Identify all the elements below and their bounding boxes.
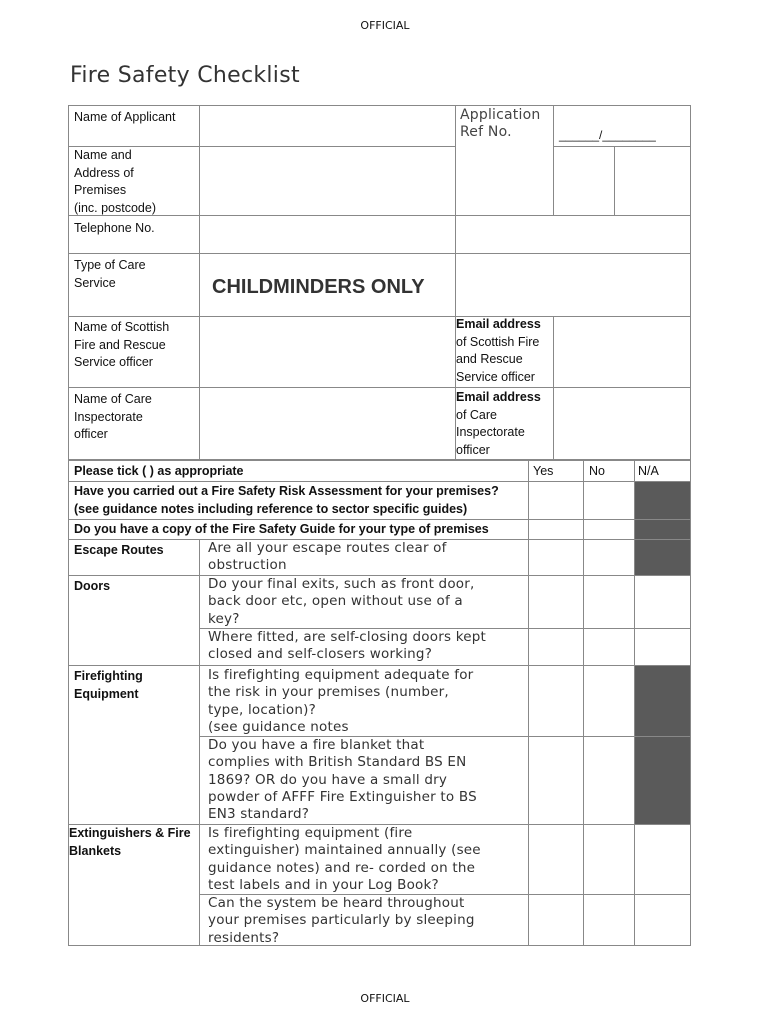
question-fire-safety-guide: Do you have a copy of the Fire Safety Guide for your type of premises	[74, 522, 489, 536]
question-fire-blanket: Do you have a fire blanket that complies with British Standard BS EN 1869? OR do you have a small dry powder of AFFF Fire Extinguisher to BS EN3 standard?	[208, 737, 477, 823]
question-escape-routes: Are all your escape routes clear of obstruction	[208, 540, 447, 574]
care-type-label: Type of Care Service	[74, 258, 146, 290]
telephone-label: Telephone No.	[74, 221, 155, 235]
section-extinguishers-blankets: Extinguishers & Fire Blankets	[69, 826, 191, 858]
applicant-name-label: Name of Applicant	[74, 110, 176, 124]
address-label: Name and Address of Premises (inc. postcode)	[74, 148, 156, 215]
header-yes: Yes	[533, 464, 554, 478]
header-no: No	[589, 464, 605, 478]
section-doors: Doors	[74, 579, 111, 593]
question-system-heard: Can the system be heard throughout your premises particularly by sleeping residents?	[208, 895, 475, 946]
question-self-closing-doors: Where fitted, are self-closing doors kept closed and self-closers working?	[208, 629, 487, 663]
sfrs-officer-label: Name of Scottish Fire and Rescue Service officer	[74, 320, 170, 369]
app-ref-label-2: Ref No.	[460, 124, 512, 140]
care-type-value: CHILDMINDERS ONLY	[212, 276, 425, 298]
ci-email-label: Email address of Care Inspectorate officer	[456, 390, 541, 457]
sfrs-email-label: Email address of Scottish Fire and Rescue Service officer	[456, 317, 541, 384]
question-final-exits: Do your final exits, such as front door, back door etc, open without use of a key?	[208, 576, 475, 627]
question-equipment-adequate: Is firefighting equipment adequate for the risk in your premises (number, type, location)? (see guidance notes	[208, 667, 474, 735]
tick-instruction: Please tick ( ) as appropriate	[74, 464, 244, 478]
official-marking-top: OFFICIAL	[360, 19, 410, 32]
ci-officer-label: Name of Care Inspectorate officer	[74, 392, 152, 441]
section-escape-routes: Escape Routes	[74, 543, 164, 557]
official-marking-bottom: OFFICIAL	[360, 992, 410, 1005]
header-na: N/A	[638, 464, 659, 478]
section-firefighting-equipment: Firefighting Equipment	[74, 669, 143, 701]
question-equipment-maintained: Is firefighting equipment (fire extinguisher) maintained annually (see guidance notes) and re- corded on the test labels and in your Log Book?	[208, 825, 481, 893]
question-risk-assessment: Have you carried out a Fire Safety Risk Assessment for your premises? (see guidance notes including reference to sector specific guides)	[74, 484, 499, 516]
page-title: Fire Safety Checklist	[70, 63, 300, 88]
app-ref-value: ______/________	[559, 128, 656, 142]
app-ref-label-1: Application	[460, 107, 541, 123]
